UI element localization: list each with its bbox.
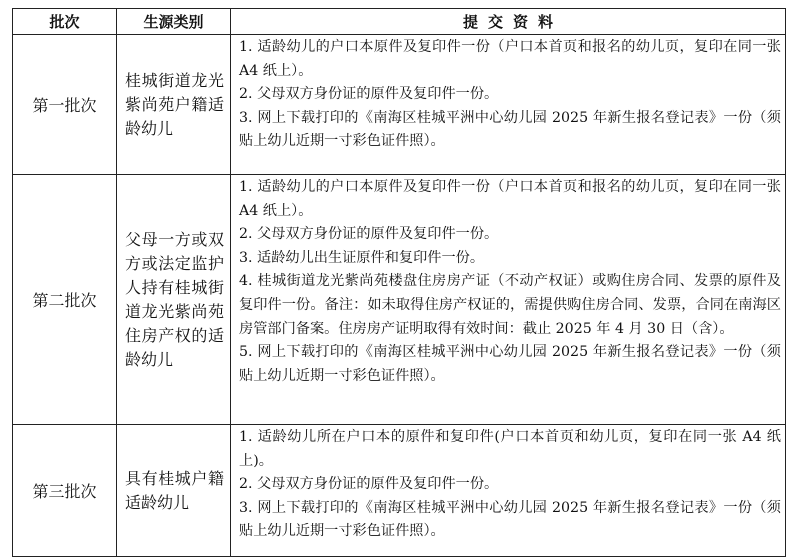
- table-row: [13, 175, 786, 425]
- source-category-cell: 父母一方或双方或法定监护人持有桂城街道龙光紫尚苑住房产权的适龄幼儿: [117, 175, 231, 425]
- document-item: 2. 父母双方身份证的原件及复印件一份。: [239, 226, 499, 243]
- header-source-category: 生源类别: [117, 9, 231, 35]
- table-body: [13, 35, 786, 557]
- document-item: 2. 父母双方身份证的原件及复印件一份。: [239, 476, 499, 493]
- document-item: 3. 网上下载打印的《南海区桂城平洲中心幼儿园 2025 年新生报名登记表》一份（须贴上幼儿近期一寸彩色证件照）。: [239, 109, 781, 150]
- header-row: [13, 9, 786, 35]
- enrollment-documents-table: [12, 8, 786, 557]
- document-item: 5. 网上下载打印的《南海区桂城平洲中心幼儿园 2025 年新生报名登记表》一份（须贴上幼儿近期一寸彩色证件照）。: [239, 344, 781, 384]
- document-item: 1. 适龄幼儿的户口本原件及复印件一份（户口本首页和报名的幼儿页，复印在同一张 A4 纸上）。: [239, 179, 781, 219]
- table-header: [13, 9, 786, 35]
- header-submitted-documents: 提交资料: [231, 9, 786, 35]
- table-row: [13, 35, 786, 175]
- source-category-cell: 桂城街道龙光紫尚苑户籍适龄幼儿: [117, 35, 231, 175]
- batch-cell: 第一批次: [13, 35, 117, 175]
- batch-cell: 第三批次: [13, 425, 117, 557]
- source-category-cell: 具有桂城户籍适龄幼儿: [117, 425, 231, 557]
- document-item: 2. 父母双方身份证的原件及复印件一份。: [239, 86, 499, 103]
- documents-cell: [231, 425, 786, 557]
- header-batch: 批次: [13, 9, 117, 35]
- table-row: [13, 425, 786, 557]
- documents-cell: [231, 175, 786, 425]
- document-item: 3. 网上下载打印的《南海区桂城平洲中心幼儿园 2025 年新生报名登记表》一份（须贴上幼儿近期一寸彩色证件照）。: [239, 499, 781, 540]
- document-item: 1. 适龄幼儿所在户口本的原件和复印件(户口本首页和幼儿页，复印在同一张 A4 纸上)。: [239, 429, 781, 469]
- batch-cell: 第二批次: [13, 175, 117, 425]
- document-item: 4. 桂城街道龙光紫尚苑楼盘住房房产证（不动产权证）或购住房合同、发票的原件及复印件一份。备注：如未取得住房产权证的，需提供购住房合同、发票，合同在南海区房管部门备案。住房房产证明取得有效时间：截止 2025 年 4 月 30 日（含）。: [239, 273, 781, 337]
- documents-cell: [231, 35, 786, 175]
- document-item: 1. 适龄幼儿的户口本原件及复印件一份（户口本首页和报名的幼儿页，复印在同一张 A4 纸上）。: [239, 39, 781, 79]
- document-item: 3. 适龄幼儿出生证原件和复印件一份。: [239, 249, 485, 266]
